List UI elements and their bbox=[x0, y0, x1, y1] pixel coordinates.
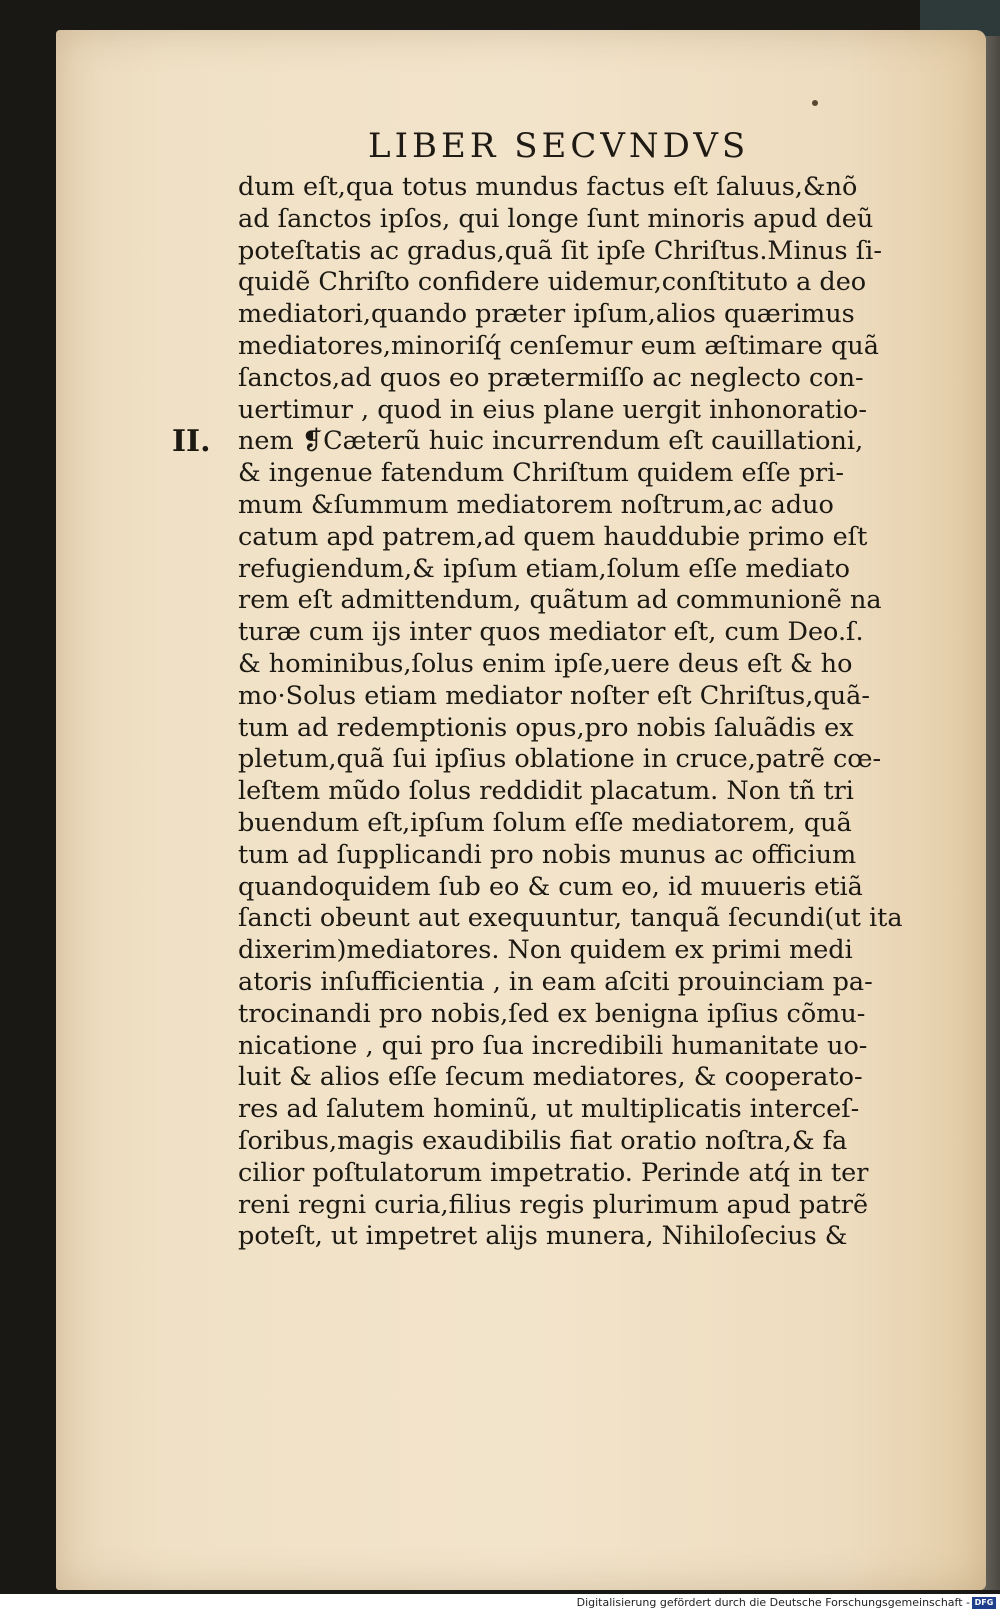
text-line: poteſtatis ac gradus,quã ſit ipſe Chriſtus.Minus ſi- bbox=[238, 235, 882, 266]
dfg-logo: DFG bbox=[972, 1597, 996, 1609]
text-line: res ad ſalutem hominũ, ut multiplicatis interceſ- bbox=[238, 1094, 860, 1125]
text-line: refugiendum,& ipſum etiam,ſolum eſſe mediato bbox=[238, 553, 850, 584]
footer-credit: Digitalisierung gefördert durch die Deutsche Forschungsgemeinschaft - bbox=[576, 1596, 970, 1609]
text-line: ad ſanctos ipſos, qui longe ſunt minoris apud deũ bbox=[238, 203, 874, 234]
text-line: ſancti obeunt aut exequuntur, tanquã ſecundi(ut ita bbox=[238, 903, 903, 934]
text-line: catum apd patrem,ad quem hauddubie primo eſt bbox=[238, 521, 868, 552]
text-line: tum ad ſupplicandi pro nobis munus ac officium bbox=[238, 839, 857, 870]
text-line: turæ cum ijs inter quos mediator eſt, cum Deo.ſ. bbox=[238, 617, 864, 648]
text-line: ſanctos,ad quos eo prætermiſſo ac neglecto con- bbox=[238, 362, 864, 393]
text-line: tum ad redemptionis opus,pro nobis ſaluãdis ex bbox=[238, 712, 854, 743]
text-line: mo·Solus etiam mediator noſter eſt Chriſtus,quã- bbox=[238, 680, 870, 711]
text-line: & ingenue fatendum Chriſtum quidem eſſe pri- bbox=[238, 458, 844, 489]
margin-note: II. bbox=[172, 424, 211, 459]
text-line: atoris inſufficientia , in eam aſciti prouinciam pa- bbox=[238, 966, 873, 997]
ink-spot bbox=[812, 100, 818, 106]
text-line: leſtem mũdo ſolus reddidit placatum. Non tñ tri bbox=[238, 776, 854, 807]
text-line: dum eſt,qua totus mundus factus eſt ſaluus,&nõ bbox=[238, 172, 858, 202]
text-line: mediatori,quando præter ipſum,alios quærimus bbox=[238, 299, 855, 330]
text-line: mediatores,minoriſq́ cenſemur eum æſtimare quã bbox=[238, 330, 879, 361]
text-line: trocinandi pro nobis,ſed ex benigna ipſius cõmu- bbox=[238, 998, 866, 1029]
text-line: poteſt, ut impetret alijs munera, Nihiloſecius & bbox=[238, 1221, 848, 1252]
text-line: uertimur , quod in eius plane uergit inhonoratio- bbox=[238, 394, 868, 425]
text-line: ſoribus,magis exaudibilis fiat oratio noſtra,& fa bbox=[238, 1125, 848, 1156]
text-line: quandoquidem ſub eo & cum eo, id muueris etiã bbox=[238, 871, 863, 902]
text-line: nicatione , qui pro ſua incredibili humanitate uo- bbox=[238, 1030, 868, 1061]
text-line: quidẽ Chriſto confidere uidemur,conſtituto a deo bbox=[238, 267, 867, 298]
text-line: dixerim)mediatores. Non quidem ex primi medi bbox=[238, 935, 853, 966]
text-line: cilior poſtulatorum impetratio. Perinde atq́ in ter bbox=[238, 1157, 869, 1188]
text-line: & hominibus,ſolus enim ipſe,uere deus eſt & ho bbox=[238, 648, 853, 679]
text-line: buendum eſt,ipſum ſolum eſſe mediatorem, quã bbox=[238, 807, 852, 838]
text-line: pletum,quã ſui ipſius oblatione in cruce,patrẽ cœ- bbox=[238, 744, 882, 775]
text-line: reni regni curia,filius regis plurimum apud patrẽ bbox=[238, 1189, 869, 1220]
text-block bbox=[238, 172, 918, 1253]
running-head: LIBER SECVNDVS bbox=[368, 126, 750, 166]
text-line: rem eſt admittendum, quãtum ad communionẽ na bbox=[238, 585, 882, 616]
text-line: mum &ſummum mediatorem noſtrum,ac aduo bbox=[238, 489, 834, 520]
text-line: nem ❡Cæterũ huic incurrendum eſt cauillationi, bbox=[238, 426, 864, 457]
text-line: luit & alios eſſe ſecum mediatores, & cooperato- bbox=[238, 1062, 863, 1093]
